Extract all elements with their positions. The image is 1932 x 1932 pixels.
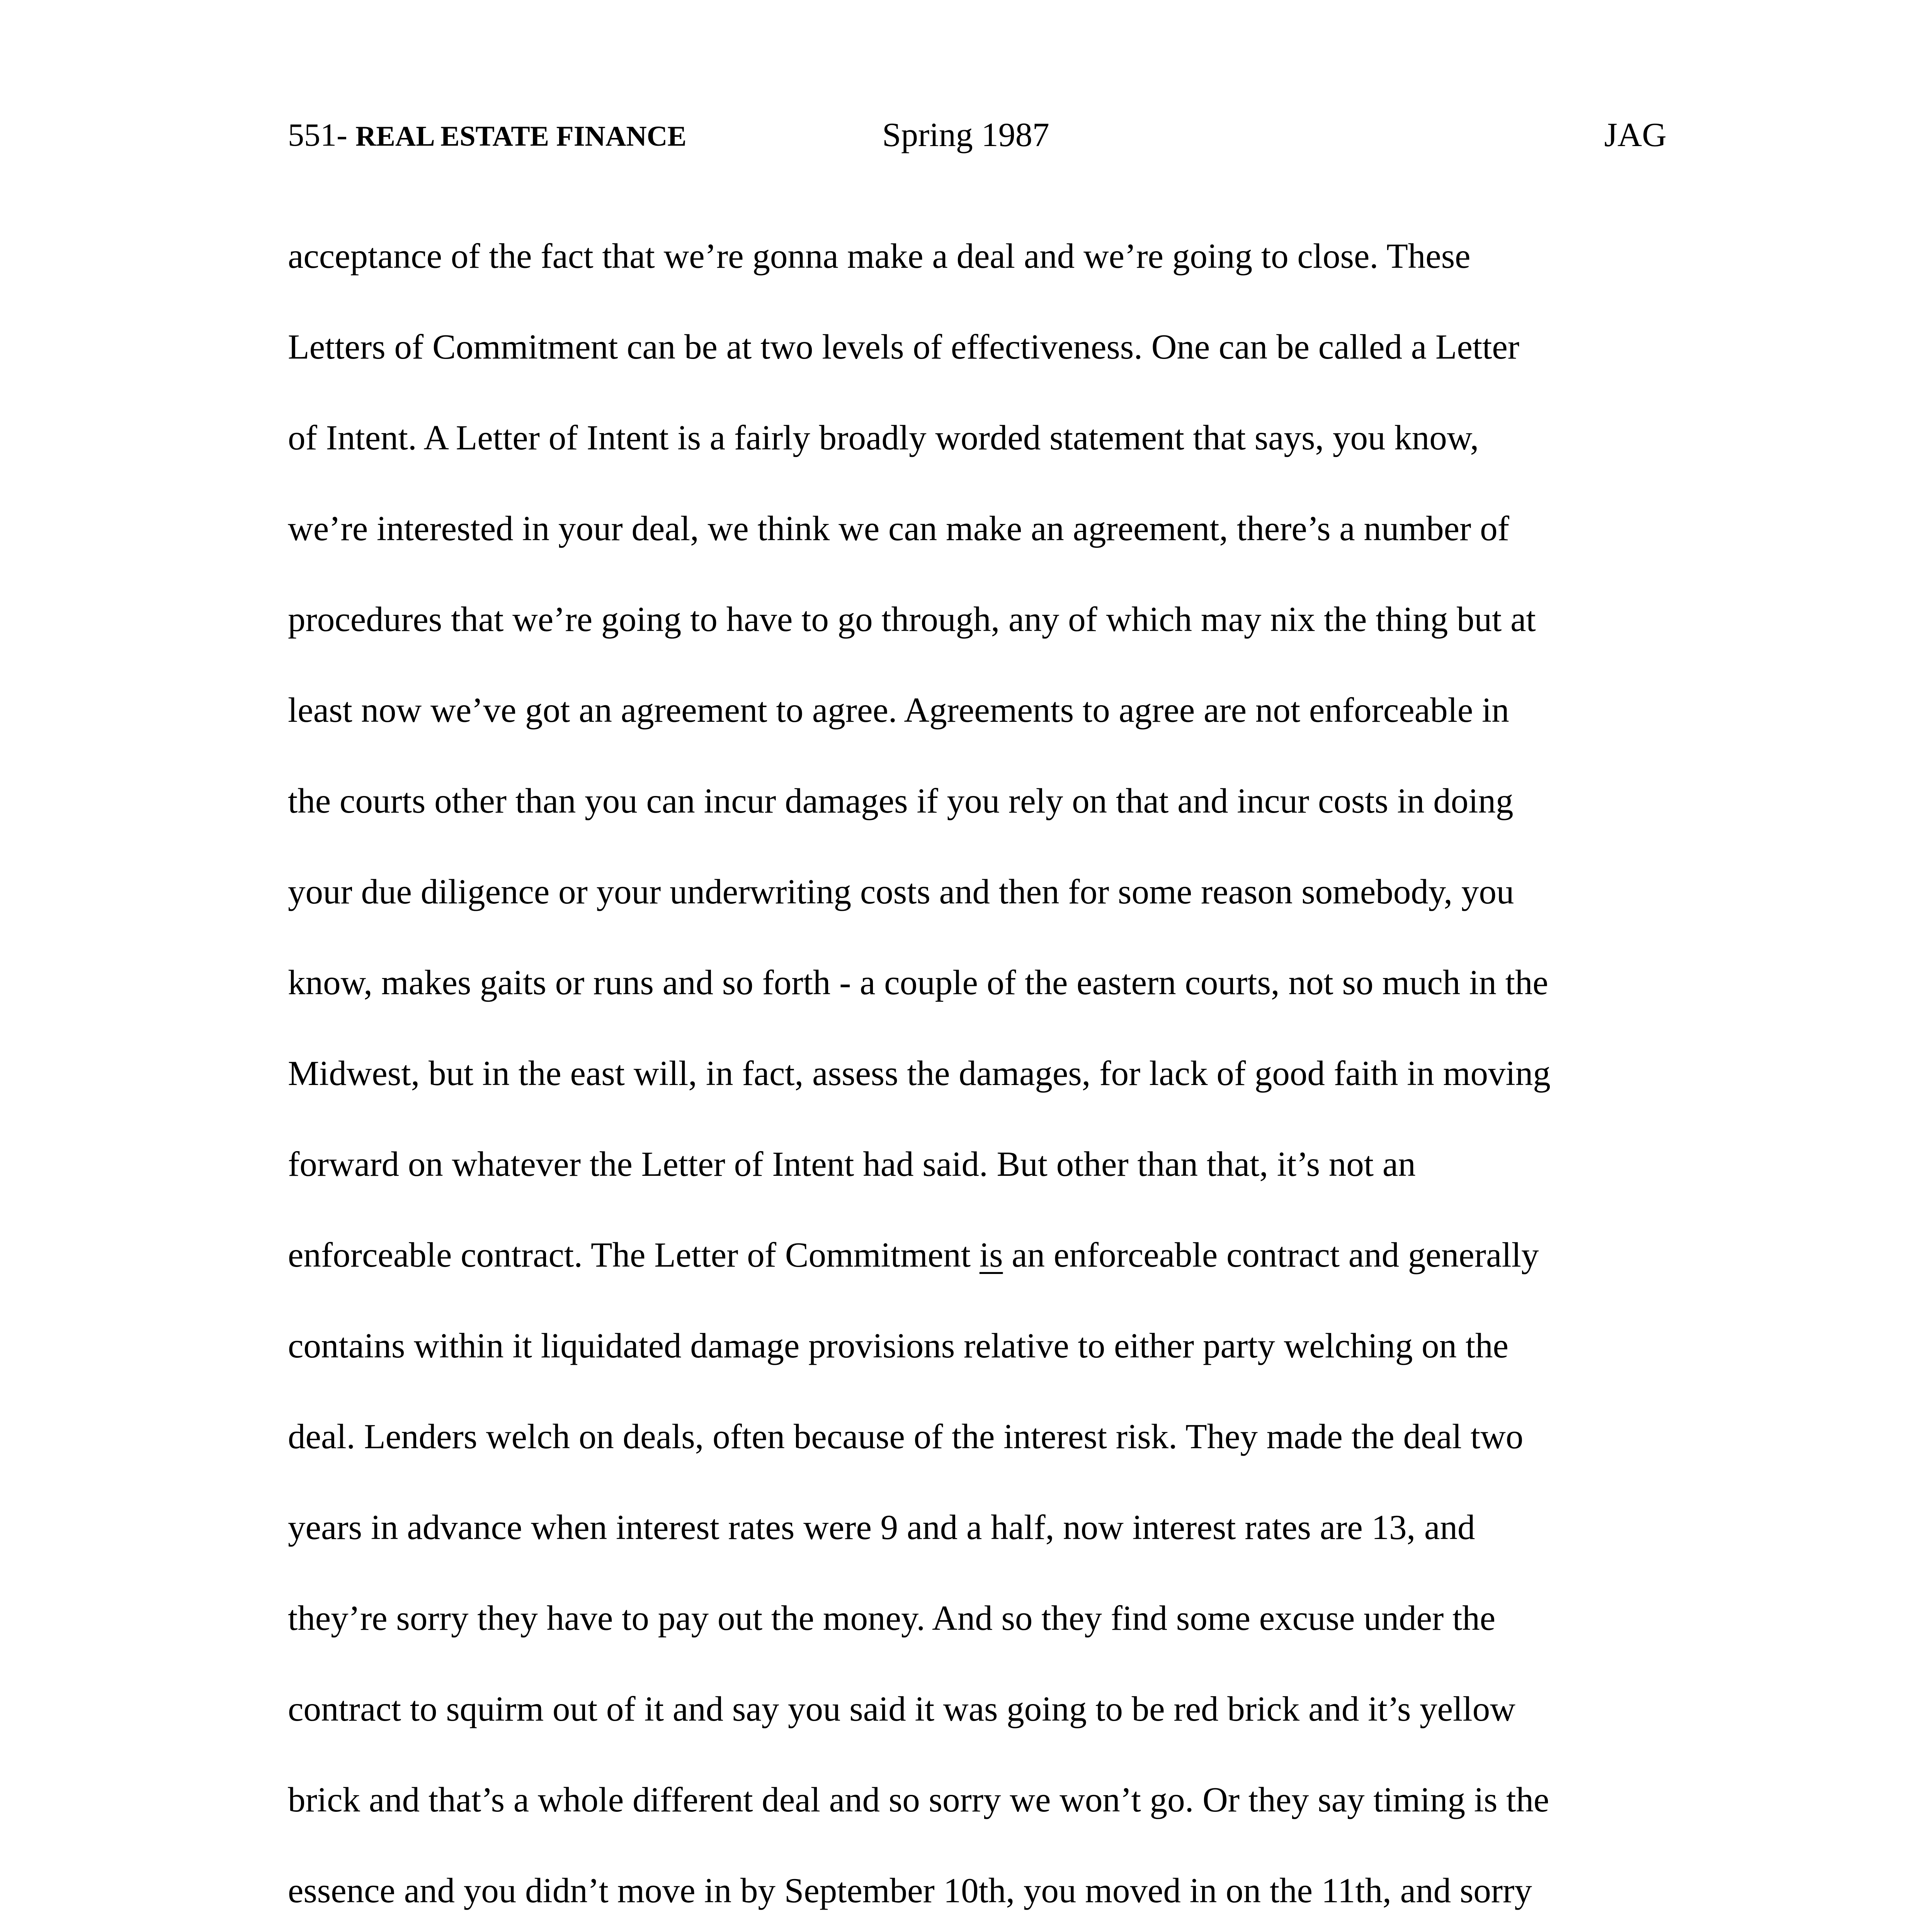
body-line: least now we’ve got an agreement to agree. Agreements to agree are not enforceable in [288, 690, 1509, 730]
body-line: contains within it liquidated damage provisions relative to either party welching on the [288, 1326, 1509, 1365]
author-initials: JAG [1604, 116, 1667, 154]
body-line: your due diligence or your underwriting costs and then for some reason somebody, you [288, 872, 1514, 911]
body-line: acceptance of the fact that we’re gonna make a deal and we’re going to close. These [288, 236, 1471, 276]
body-line: forward on whatever the Letter of Intent had said. But other than that, it’s not an [288, 1145, 1416, 1184]
body-line: the courts other than you can incur damages if you rely on that and incur costs in doing [288, 781, 1514, 820]
body-line: Letters of Commitment can be at two levels of effectiveness. One can be called a Letter [288, 327, 1520, 366]
term-label: Spring 1987 [882, 116, 1049, 154]
body-line: deal. Lenders welch on deals, often because of the interest risk. They made the deal two [288, 1417, 1524, 1456]
underlined-word: is [979, 1235, 1003, 1274]
body-line: of Intent. A Letter of Intent is a fairly broadly worded statement that says, you know, [288, 418, 1479, 457]
body-line-segment: an enforceable contract and generally [1003, 1235, 1539, 1274]
body-line: they’re sorry they have to pay out the money. And so they find some excuse under the [288, 1599, 1496, 1638]
body-line: contract to squirm out of it and say you said it was going to be red brick and it’s yellow [288, 1689, 1515, 1728]
course-number: 551- [288, 117, 355, 153]
body-line: Midwest, but in the east will, in fact, assess the damages, for lack of good faith in moving [288, 1054, 1551, 1093]
body-line-segment: enforceable contract. The Letter of Commitment [288, 1235, 980, 1274]
course-header [288, 116, 687, 156]
body-line: know, makes gaits or runs and so forth - a couple of the eastern courts, not so much in the [288, 963, 1548, 1002]
body-line-with-underline [288, 1230, 1679, 1321]
body-line: brick and that’s a whole different deal and so sorry we won’t go. Or they say timing is the [288, 1780, 1549, 1819]
body-line: we’re interested in your deal, we think we can make an agreement, there’s a number of [288, 509, 1509, 548]
body-line: essence and you didn’t move in by September 10th, you moved in on the 11th, and sorry [288, 1871, 1532, 1910]
transcript-body [288, 231, 1679, 1932]
body-line: years in advance when interest rates were 9 and a half, now interest rates are 13, and [288, 1508, 1475, 1547]
body-line: procedures that we’re going to have to go through, any of which may nix the thing but at [288, 600, 1536, 639]
course-title: REAL ESTATE FINANCE [355, 121, 687, 152]
